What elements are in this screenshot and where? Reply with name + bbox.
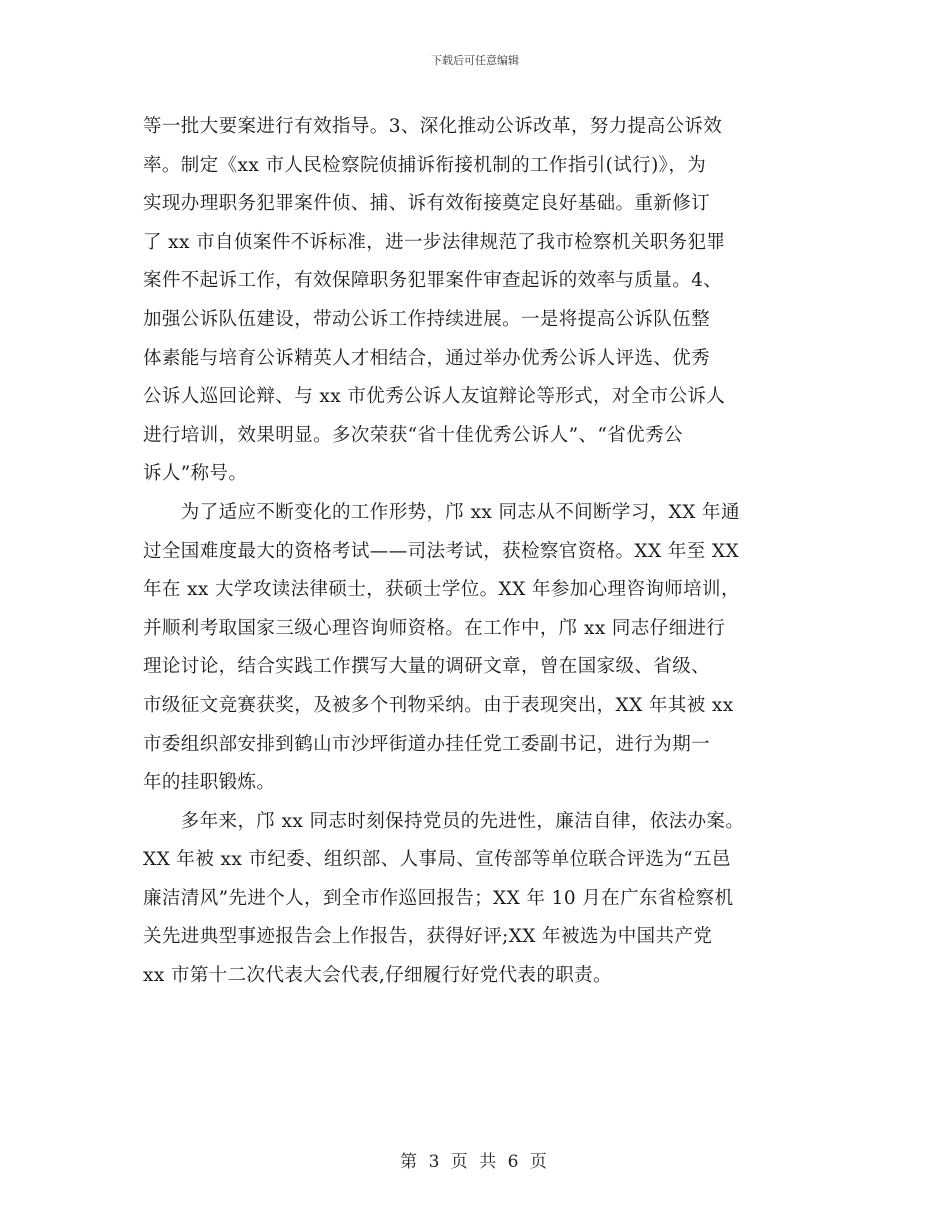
- text-line: 加强公诉队伍建设，带动公诉工作持续进展。一是将提高公诉队伍整: [143, 308, 711, 330]
- text-line: 率。制定《xx 市人民检察院侦捕诉衔接机制的工作指引(试行)》，为: [143, 154, 707, 176]
- text-line: 廉洁清风”先进个人，到全市作巡回报告；XX 年 10 月在广东省检察机: [143, 887, 734, 909]
- text-line: 关先进典型事迹报告会上作报告，获得好评;XX 年被选为中国共产党: [143, 926, 713, 948]
- text-line: 并顺利考取国家三级心理咨询师资格。在工作中，邝 xx 同志仔细进行: [143, 617, 726, 639]
- text-line: 了 xx 市自侦案件不诉标准，进一步法律规范了我市检察机关职务犯罪: [143, 231, 726, 253]
- text-line: 诉人”称号。: [143, 463, 248, 485]
- page-header: 下载后可任意编辑: [431, 54, 519, 67]
- text-line: 公诉人巡回论辩、与 xx 市优秀公诉人友谊辩论等形式，对全市公诉人: [143, 386, 726, 408]
- text-line: 进行培训，效果明显。多次荣获“省十佳优秀公诉人”、“省优秀公: [143, 424, 683, 446]
- text-line: xx 市第十二次代表大会代表,仔细履行好党代表的职责。: [143, 965, 612, 987]
- page-number-footer: 第 3 页 共 6 页: [400, 1152, 550, 1172]
- text-line: 市级征文竞赛获奖，及被多个刊物采纳。由于表现突出，XX 年其被 xx: [143, 694, 734, 716]
- text-line: 理论讨论，结合实践工作撰写大量的调研文章，曾在国家级、省级、: [143, 656, 711, 678]
- body-text: [143, 108, 811, 996]
- text-line: 年的挂职锻炼。: [143, 772, 276, 794]
- text-line: 年在 xx 大学攻读法律硕士，获硕士学位。XX 年参加心理咨询师培训，: [143, 579, 740, 601]
- text-line: XX 年被 xx 市纪委、组织部、人事局、宣传部等单位联合评选为“五邑: [143, 849, 731, 871]
- text-line: 多年来，邝 xx 同志时刻保持党员的先进性，廉洁自律，依法办案。: [143, 810, 745, 832]
- text-line: 过全国难度最大的资格考试——司法考试，获检察官资格。XX 年至 XX: [143, 540, 740, 562]
- text-line: 市委组织部安排到鹤山市沙坪街道办挂任党工委副书记，进行为期一: [143, 733, 711, 755]
- text-line: 体素能与培育公诉精英人才相结合，通过举办优秀公诉人评选、优秀: [143, 347, 711, 369]
- text-line: 为了适应不断变化的工作形势，邝 xx 同志从不间断学习，XX 年通: [143, 501, 740, 523]
- text-line: 实现办理职务犯罪案件侦、捕、诉有效衔接奠定良好基础。重新修订: [143, 193, 711, 215]
- text-line: 等一批大要案进行有效指导。3、深化推动公诉改革，努力提高公诉效: [143, 116, 723, 137]
- text-line: 案件不起诉工作，有效保障职务犯罪案件审查起诉的效率与质量。4、: [143, 270, 723, 292]
